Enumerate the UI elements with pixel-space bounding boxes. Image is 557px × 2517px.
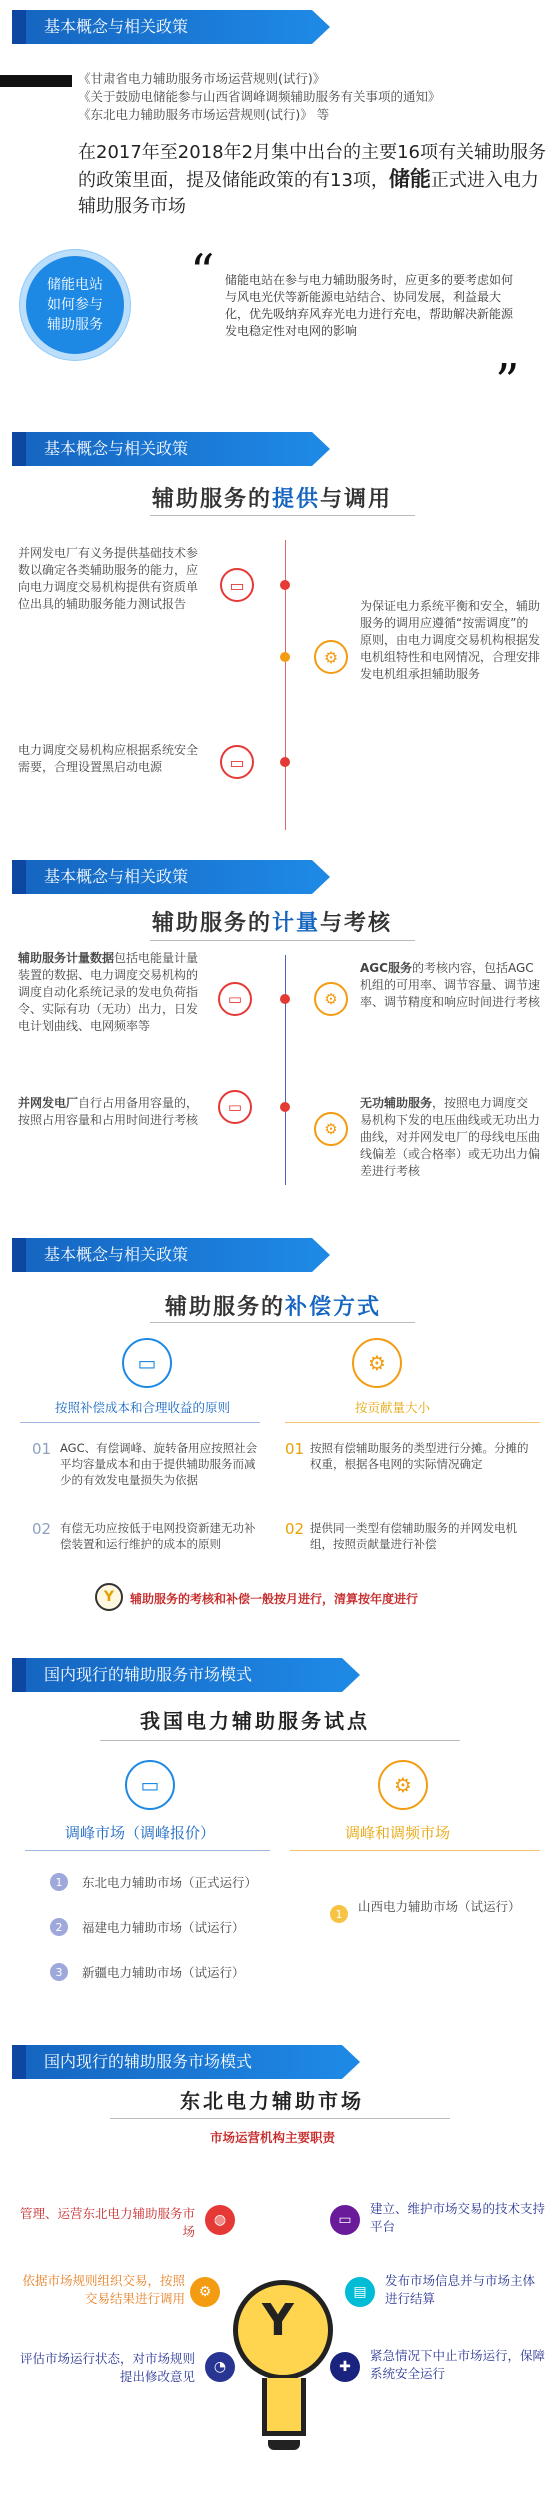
policy-item: 《关于鼓励电储能参与山西省调峰调频辅助服务有关事项的通知》 <box>78 89 441 104</box>
s3-right2: 无功辅助服务，按照电力调度交易机构下发的电压曲线或无功出力曲线，对并网发电厂的母线电压曲线偏差（或合格率）或无功出力偏差进行考核 <box>360 1096 541 1178</box>
policy-item: 《东北电力辅助服务市场运营规则(试行)》 等 <box>78 107 330 122</box>
monitor-icon: ▭ <box>218 1090 252 1124</box>
s6-r2: 发布市场信息并与市场主体进行结算 <box>385 2273 536 2306</box>
s4-l1: AGC、有偿调峰、旋转备用应按照社会平均容量成本和由于提供辅助服务而减少的有效发电量损失为依据 <box>60 1441 258 1487</box>
monitor-icon: ▭ <box>330 2205 360 2235</box>
s4-r1-num: 01 <box>285 1440 305 1458</box>
section3-title: 辅助服务的计量与考核 <box>152 911 393 936</box>
s5-right-head: 调峰和调频市场 <box>345 1824 451 1842</box>
timeline-dot <box>280 757 290 767</box>
timeline-line <box>285 955 286 1185</box>
policy-list <box>78 70 553 124</box>
number-badge: 3 <box>50 1963 68 1981</box>
gear-icon: ⚙ <box>314 1112 348 1146</box>
s5-left-item: 东北电力辅助市场（正式运行） <box>82 1875 258 1890</box>
s4-r2: 提供同一类型有偿辅助服务的并网发电机组，按照贡献量进行补偿 <box>310 1521 517 1551</box>
gear-icon: ⚙ <box>378 1760 428 1810</box>
pie-chart-icon: ◔ <box>205 2352 235 2382</box>
divider <box>20 1422 260 1423</box>
document-icon: ▤ <box>345 2277 375 2307</box>
s4-left-head: 按照补偿成本和合理收益的原则 <box>55 1400 231 1415</box>
black-bar <box>0 75 72 87</box>
s4-r2-num: 02 <box>285 1520 305 1538</box>
quote-text: 储能电站在参与电力辅助服务时，应更多的要考虑如何与风电光伏等新能源电站结合、协同发展，利益最大化，优先吸纳弃风弃光电力进行充电，帮助解决新能源发电稳定性对电网的影响 <box>225 273 514 338</box>
quote-close-icon: ” <box>495 354 520 410</box>
number-badge: 1 <box>50 1873 68 1891</box>
timeline-dot <box>280 1102 290 1112</box>
s4-note: 辅助服务的考核和补偿一般按月进行，清算按年度进行 <box>130 1592 419 1606</box>
gear-icon: ⚙ <box>190 2277 220 2307</box>
gear-icon: ⚙ <box>314 982 348 1016</box>
s4-right-head: 按贡献量大小 <box>355 1400 431 1415</box>
monitor-icon: ▭ <box>122 1338 172 1388</box>
s5-right-item: 山西电力辅助市场（试运行） <box>358 1899 521 1914</box>
s6-l2: 依据市场规则组织交易，按照交易结果进行调用 <box>22 2273 185 2306</box>
divider <box>150 515 415 516</box>
quote-open-icon: “ <box>190 244 215 300</box>
divider <box>25 1850 270 1851</box>
s5-left-item: 新疆电力辅助市场（试运行） <box>82 1965 245 1980</box>
section6-header: 国内现行的辅助服务市场模式 <box>12 2045 342 2079</box>
storage-circle: 储能电站如何参与辅助服务 <box>20 250 130 360</box>
divider <box>150 1322 415 1323</box>
s2-right1: 为保证电力系统平衡和安全，辅助服务的调用应遵循“按需调度”的原则，由电力调度交易机构根据发电机组特性和电网情况，合理安排发电机组承担辅助服务 <box>360 599 541 681</box>
timeline-dot <box>280 652 290 662</box>
divider <box>110 2118 450 2119</box>
monitor-icon: ▭ <box>220 568 254 602</box>
s2-left2: 电力调度交易机构应根据系统安全需要，合理设置黑启动电源 <box>18 743 199 774</box>
bulb-icon: Y <box>95 1583 123 1611</box>
section5-header: 国内现行的辅助服务市场模式 <box>12 1658 342 1692</box>
section5-title: 我国电力辅助服务试点 <box>140 1709 370 1733</box>
s6-r3: 紧急情况下中止市场运行，保障系统安全运行 <box>370 2348 546 2381</box>
s4-l2: 有偿无功应按低于电网投资新建无功补偿装置和运行维护的成本的原则 <box>60 1521 256 1551</box>
s4-r1: 按照有偿辅助服务的类型进行分摊。分摊的权重，根据各电网的实际情况确定 <box>310 1441 529 1471</box>
section2-header: 基本概念与相关政策 <box>12 432 312 466</box>
bulb-letter: Y <box>262 2295 294 2346</box>
gamepad-icon: ✚ <box>330 2352 360 2382</box>
s3-left1: 辅助服务计量数据包括电能量计量装置的数据、电力调度交易机构的调度自动化系统记录的发电负荷指令、实际有功（无功）出力，日发电计划曲线、电网频率等 <box>18 951 199 1033</box>
bulb-tip <box>268 2440 300 2450</box>
section4-header: 基本概念与相关政策 <box>12 1238 312 1272</box>
section4-title: 辅助服务的补偿方式 <box>165 1295 382 1320</box>
divider <box>100 1740 460 1741</box>
s6-r1: 建立、维护市场交易的技术支持平台 <box>370 2201 546 2234</box>
divider <box>285 1422 540 1423</box>
s6-l3: 评估市场运行状态，对市场规则提出修改意见 <box>20 2351 196 2384</box>
monitor-icon: ▭ <box>125 1760 175 1810</box>
s4-l2-num: 02 <box>32 1520 52 1538</box>
number-badge: 2 <box>50 1918 68 1936</box>
s5-left-item: 福建电力辅助市场（试运行） <box>82 1920 245 1935</box>
gear-icon: ⚙ <box>352 1338 402 1388</box>
s3-left2: 并网发电厂自行占用备用容量的，按照占用容量和占用时间进行考核 <box>18 1096 199 1127</box>
s6-l1: 管理、运营东北电力辅助服务市场 <box>20 2206 196 2239</box>
bulb-base <box>262 2378 306 2436</box>
monitor-icon: ▭ <box>218 982 252 1016</box>
s5-left-head: 调峰市场（调峰报价） <box>65 1824 216 1842</box>
policy-summary: 在2017年至2018年2月集中出台的主要16项有关辅助服务的政策里面，提及储能政策的有13项，储能正式进入电力辅助服务市场 <box>78 142 546 217</box>
section6-subtitle: 市场运营机构主要职责 <box>210 2130 336 2145</box>
section2-title: 辅助服务的提供与调用 <box>152 487 393 512</box>
divider <box>290 1850 540 1851</box>
timeline-dot <box>280 580 290 590</box>
gear-icon: ⚙ <box>314 640 348 674</box>
s2-left1: 并网发电厂有义务提供基础技术参数以确定各类辅助服务的能力，应向电力调度交易机构提供有资质单位出具的辅助服务能力测试报告 <box>18 546 199 611</box>
monitor-icon: ▭ <box>220 745 254 779</box>
policy-item: 《甘肃省电力辅助服务市场运营规则(试行)》 <box>78 71 326 86</box>
section1-header: 基本概念与相关政策 <box>12 10 312 44</box>
divider <box>150 940 415 941</box>
number-badge: 1 <box>330 1905 348 1923</box>
s3-right1: AGC服务的考核内容，包括AGC机组的可用率、调节容量、调节速率、调节精度和响应时间进行考核 <box>360 961 541 1009</box>
s4-l1-num: 01 <box>32 1440 52 1458</box>
timeline-dot <box>280 994 290 1004</box>
globe-icon: ◍ <box>205 2205 235 2235</box>
section6-title: 东北电力辅助市场 <box>180 2089 364 2113</box>
section3-header: 基本概念与相关政策 <box>12 860 312 894</box>
